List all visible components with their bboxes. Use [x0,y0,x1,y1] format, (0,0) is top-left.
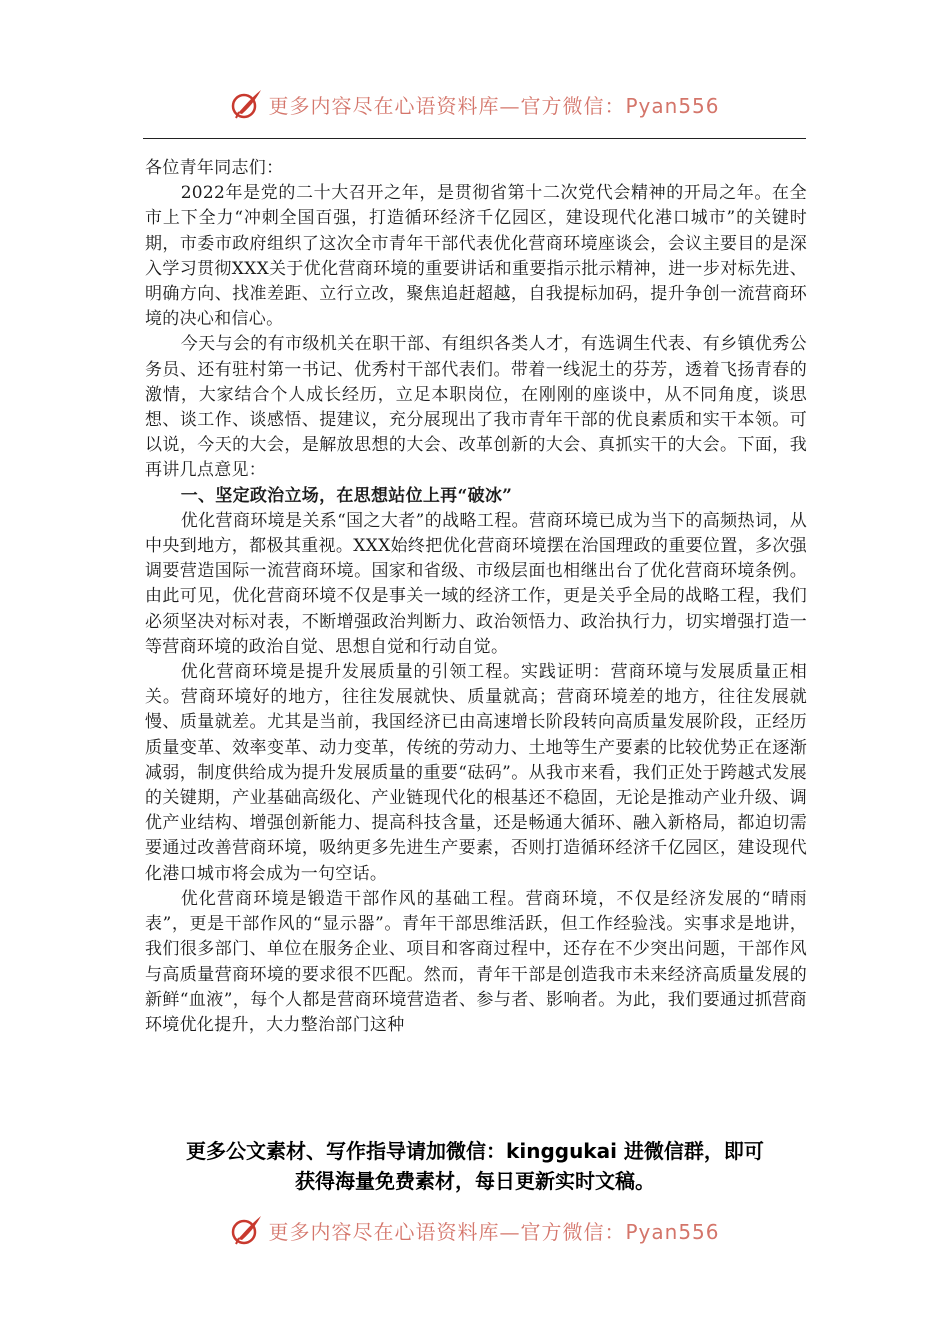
watermark-text: 更多内容尽在心语资料库—官方微信：Pyan556 [268,93,720,118]
quill-pen-logo-icon [230,1213,264,1247]
paragraph: 优化营商环境是锻造干部作风的基础工程。营商环境，不仅是经济发展的“晴雨表”，更是干部作风的“显示器”。青年干部思维活跃，但工作经验浅。实事求是地讲，我们很多部门、单位在服务企业、项目和客商过程中，还存在不少突出问题，干部作风与高质量营商环境的要求很不匹配。然而，青年干部是创造我市未来经济高质量发展的新鲜“血液”，每个人都是营商环境营造者、参与者、影响者。为此，我们要通过抓营商环境优化提升，大力整治部门这种 [145,888,807,1035]
promo-notice [0,1136,950,1196]
footer-watermark [0,1210,950,1250]
header-watermark [0,84,950,124]
section-heading: 一、坚定政治立场，在思想站位上再“破冰” [180,485,513,506]
quill-pen-logo-icon [230,87,264,121]
salutation: 各位青年同志们： [145,158,284,178]
header-rule [143,138,806,139]
promo-line: 获得海量免费素材，每日更新实时文稿。 [295,1169,655,1193]
promo-line: 更多公文素材、写作指导请加微信：kinggukai 进微信群，即可 [186,1139,764,1163]
paragraph: 优化营商环境是关系“国之大者”的战略工程。营商环境已成为当下的高频热词，从中央到地方，都极其重视。XXX始终把优化营商环境摆在治国理政的重要位置，多次强调要营造国际一流营商环境。国家和省级、市级层面也相继出台了优化营商环境条例。由此可见，优化营商环境不仅是事关一域的经济工作，更是关乎全局的战略工程，我们必须坚决对标对表，不断增强政治判断力、政治领悟力、政治执行力，切实增强打造一等营商环境的政治自觉、思想自觉和行动自觉。 [145,510,807,657]
paragraph: 优化营商环境是提升发展质量的引领工程。实践证明：营商环境与发展质量正相关。营商环境好的地方，往往发展就快、质量就高；营商环境差的地方，往往发展就慢、质量就差。尤其是当前，我国经济已由高速增长阶段转向高质量发展阶段，正经历质量变革、效率变革、动力变革，传统的劳动力、土地等生产要素的比较优势正在逐渐减弱，制度供给成为提升发展质量的重要“砝码”。从我市来看，我们正处于跨越式发展的关键期，产业基础高级化、产业链现代化的根基还不稳固，无论是推动产业升级、调优产业结构、增强创新能力、提高科技含量，还是畅通大循环、融入新格局，都迫切需要通过改善营商环境，吸纳更多先进生产要素，否则打造循环经济千亿园区，建设现代化港口城市将会成为一句空话。 [145,662,807,884]
document-body [145,156,807,1038]
watermark-text: 更多内容尽在心语资料库—官方微信：Pyan556 [268,1219,720,1244]
paragraph: 今天与会的有市级机关在职干部、有组织各类人才，有选调生代表、有乡镇优秀公务员、还有驻村第一书记、优秀村干部代表们。带着一线泥土的芬芳，透着飞扬青春的激情，大家结合个人成长经历，立足本职岗位，在刚刚的座谈中，从不同角度，谈思想、谈工作、谈感悟、提建议，充分展现出了我市青年干部的优良素质和实干本领。可以说，今天的大会，是解放思想的大会、改革创新的大会、真抓实干的大会。下面，我再讲几点意见： [145,334,807,481]
paragraph: 2022年是党的二十大召开之年，是贯彻省第十二次党代会精神的开局之年。在全市上下全力“冲刺全国百强，打造循环经济千亿园区，建设现代化港口城市”的关键时期，市委市政府组织了这次全市青年干部代表优化营商环境座谈会，会议主要目的是深入学习贯彻XXX关于优化营商环境的重要讲话和重要指示批示精神，进一步对标先进、明确方向、找准差距、立行立改，聚焦追赶超越，自我提标加码，提升争创一流营商环境的决心和信心。 [145,183,807,330]
